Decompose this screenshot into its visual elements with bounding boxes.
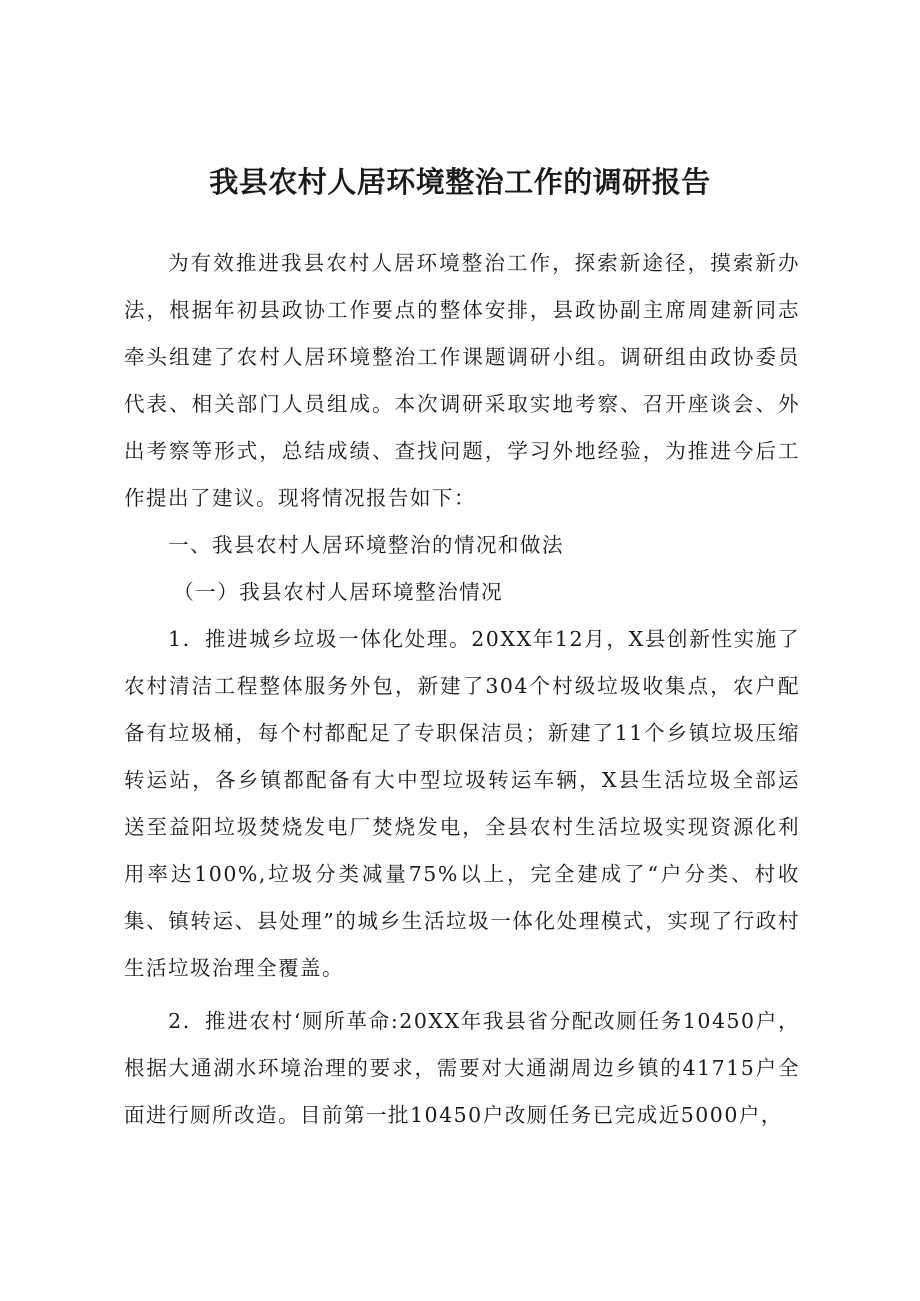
section-heading: 一、我县农村人居环境整治的情况和做法: [168, 533, 565, 557]
intro-paragraph: 为有效推进我县农村人居环境整治工作，探索新途径，摸索新办法，根据年初县政协工作要点的整体安排，县政协副主席周建新同志牵头组建了农村人居环境整治工作课题调研小组。调研组由政协委员代表、相关部门人员组成。本次调研采取实地考察、召开座谈会、外出考察等形式，总结成绩、查找问题，学习外地经验，为推进今后工作提出了建议。现将情况报告如下：: [124, 251, 800, 510]
subsection-heading: （一）我县农村人居环境整治情况: [173, 580, 504, 604]
item-paragraph-1: 1．推进城乡垃圾一体化处理。20XX年12月，X县创新性实施了农村清洁工程整体服务外包，新建了304个村级垃圾收集点，农户配备有垃圾桶，每个村都配足了专职保洁员；新建了11个乡镇垃圾压缩转运站，各乡镇都配备有大中型垃圾转运车辆，X县生活垃圾全部运送至益阳垃圾焚烧发电厂焚烧发电，全县农村生活垃圾实现资源化利用率达100%,垃圾分类减量75%以上，完全建成了“户分类、村收集、镇转运、县处理”的城乡生活垃圾一体化处理模式，实现了行政村生活垃圾治理全覆盖。: [124, 627, 800, 980]
document-title: 我县农村人居环境整治工作的调研报告: [209, 165, 711, 199]
document-body: [124, 240, 800, 1139]
item-paragraph-2: 2．推进农村‘厕所革命:20XX年我县省分配改厕任务10450户，根据大通湖水环境治理的要求，需要对大通湖周边乡镇的41715户全面进行厕所改造。目前第一批10450户改厕任务已完成近5000户，: [124, 1009, 800, 1127]
